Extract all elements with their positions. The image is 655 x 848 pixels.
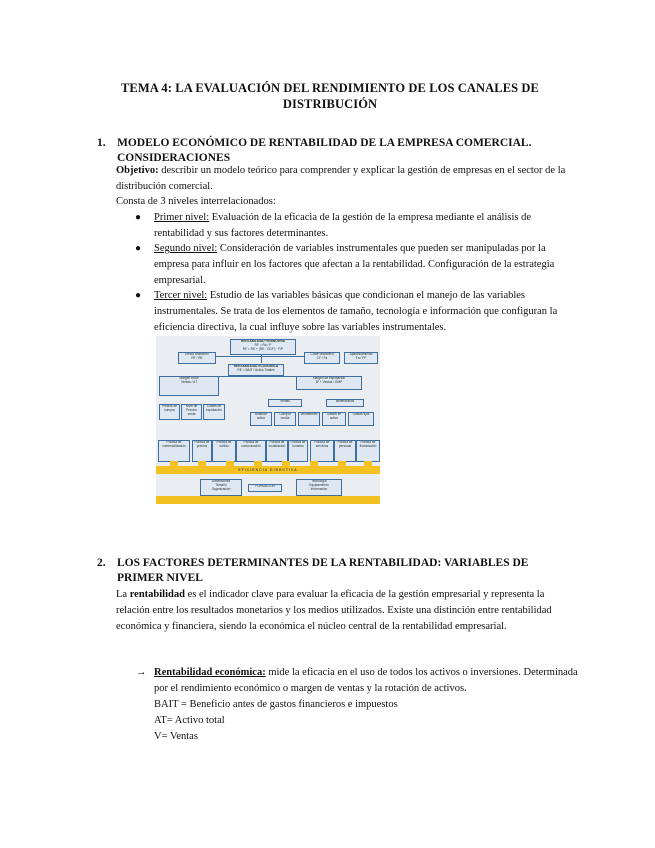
box-precios-compra: Precios de compra [159, 404, 180, 420]
box-policy: Política de precios [192, 440, 212, 462]
box-policy: Política de comunicación [236, 440, 266, 462]
box-policy: Política de surtido [212, 440, 236, 462]
box-nivel-precios: Nivel de Precios venta [181, 404, 202, 420]
profitability-model-diagram [156, 336, 380, 504]
bottom-band [156, 496, 380, 504]
rentabilidad-paragraph: La rentabilidad es el indicador clave para evaluar la eficacia de la gestión empresarial y representa la relación entre los resultados monetarios y los medios utilizados. Existe una distinción entre rentabilidad económica y financiera, siendo la económica el núcleo central de la rentabilidad empresarial. [116, 589, 552, 632]
box-apalancamiento: Apalancamiento Fa / FP [344, 352, 378, 364]
box-dimensiones: Dimensiones Tamaño Organización [200, 479, 242, 496]
objective-paragraph: Objetivo: describir un modelo teórico para comprender y explicar la gestión de empresas en el sector de la distribución comercial. [116, 165, 566, 192]
levels-intro: Consta de 3 niveles interrelacionados: [116, 196, 276, 207]
box-policy: Política de servicios [310, 440, 334, 462]
arrow-icon: → [136, 667, 147, 678]
box-margen-bruto: Margen bruto Ventas / AT [159, 376, 219, 396]
box-beneficiarios: Beneficiarios [326, 399, 364, 407]
box-efecto-financiero: Efecto financiero RF / RE [178, 352, 216, 364]
bullet-level-1: ● Primer nivel: Evaluación de la eficacia de la gestión de la empresa mediante el análisis de rentabilidad y sus factores determinantes. [135, 212, 531, 239]
box-coste-financiero: Coste financiero CF / Fa [304, 352, 340, 364]
box-vendedores: Vendedores [298, 412, 320, 426]
box-policy: Política de localización [266, 440, 288, 462]
section-1-heading: 1. MODELO ECONÓMICO DE RENTABILIDAD DE LA EMPRESA COMERCIAL. CONSIDERACIONES [97, 137, 532, 164]
box-compra-media: Compra media [274, 412, 296, 426]
box-ventas: Ventas [268, 399, 302, 407]
box-costes-explotacion: Costes de explotación [203, 404, 225, 420]
definition-v: V= Ventas [154, 731, 198, 742]
box-margen-explotacion: Margen de explotación Bº + Ventas / GMP [296, 376, 362, 390]
rentabilidad-economica-item: Rentabilidad económica: mide la eficacia en el uso de todos los activos o inversiones. Determinada por el rendimiento económico o margen de ventas y la rotación de activos. [154, 667, 578, 694]
box-policy: Política de financiación [356, 440, 380, 462]
box-policy: Política de comercialización [158, 440, 190, 462]
box-rentabilidad-economica: RENTABILIDAD ECONÓMICA RE = BAIT / Activo Totales [228, 364, 284, 376]
definition-at: AT= Activo total [154, 715, 225, 726]
box-rotacion: Rotación activo [250, 412, 272, 426]
document-title: TEMA 4: LA EVALUACIÓN DEL RENDIMIENTO DE LOS CANALES DE DISTRIBUCIÓN [121, 81, 539, 111]
definition-bait: BAIT = Beneficio antes de gastos financieros e impuestos [154, 699, 398, 710]
bullet-level-2: ● Segundo nivel: Consideración de variables instrumentales que pueden ser manipuladas por la empresa para influir en los factores que afectan a la rentabilidad. Configuración de la estrategia empresarial. [135, 243, 555, 286]
box-rentabilidad-financiera: RENTABILIDAD FINANCIERA RF = Ra / P RF = RE + (RE - CE/F) · F/P [230, 339, 296, 355]
box-policy: Política de horarios [288, 440, 308, 462]
bullet-level-3: ● Tercer nivel: Estudio de las variables básicas que condicionan el manejo de las variables instrumentales. Se trata de los elementos de tamaño, tecnología e información que configuran la eficiencia directiva, la cual influye sobre las variables instrumentales. [135, 290, 558, 333]
box-gastos-activo: Gastos en activo [322, 412, 346, 426]
band-label: EFICIENCIA DIRECTIVA [238, 468, 298, 472]
section-2-heading: 2. LOS FACTORES DETERMINANTES DE LA RENTABILIDAD: VARIABLES DE PRIMER NIVEL [97, 557, 529, 584]
box-formacion: FORMACIÓN [248, 484, 282, 492]
box-gastos-fijos: Gastos fijos [348, 412, 374, 426]
box-tecnologia: Tecnología Equipamiento Información [296, 479, 342, 496]
box-policy: Política de personal [334, 440, 356, 462]
